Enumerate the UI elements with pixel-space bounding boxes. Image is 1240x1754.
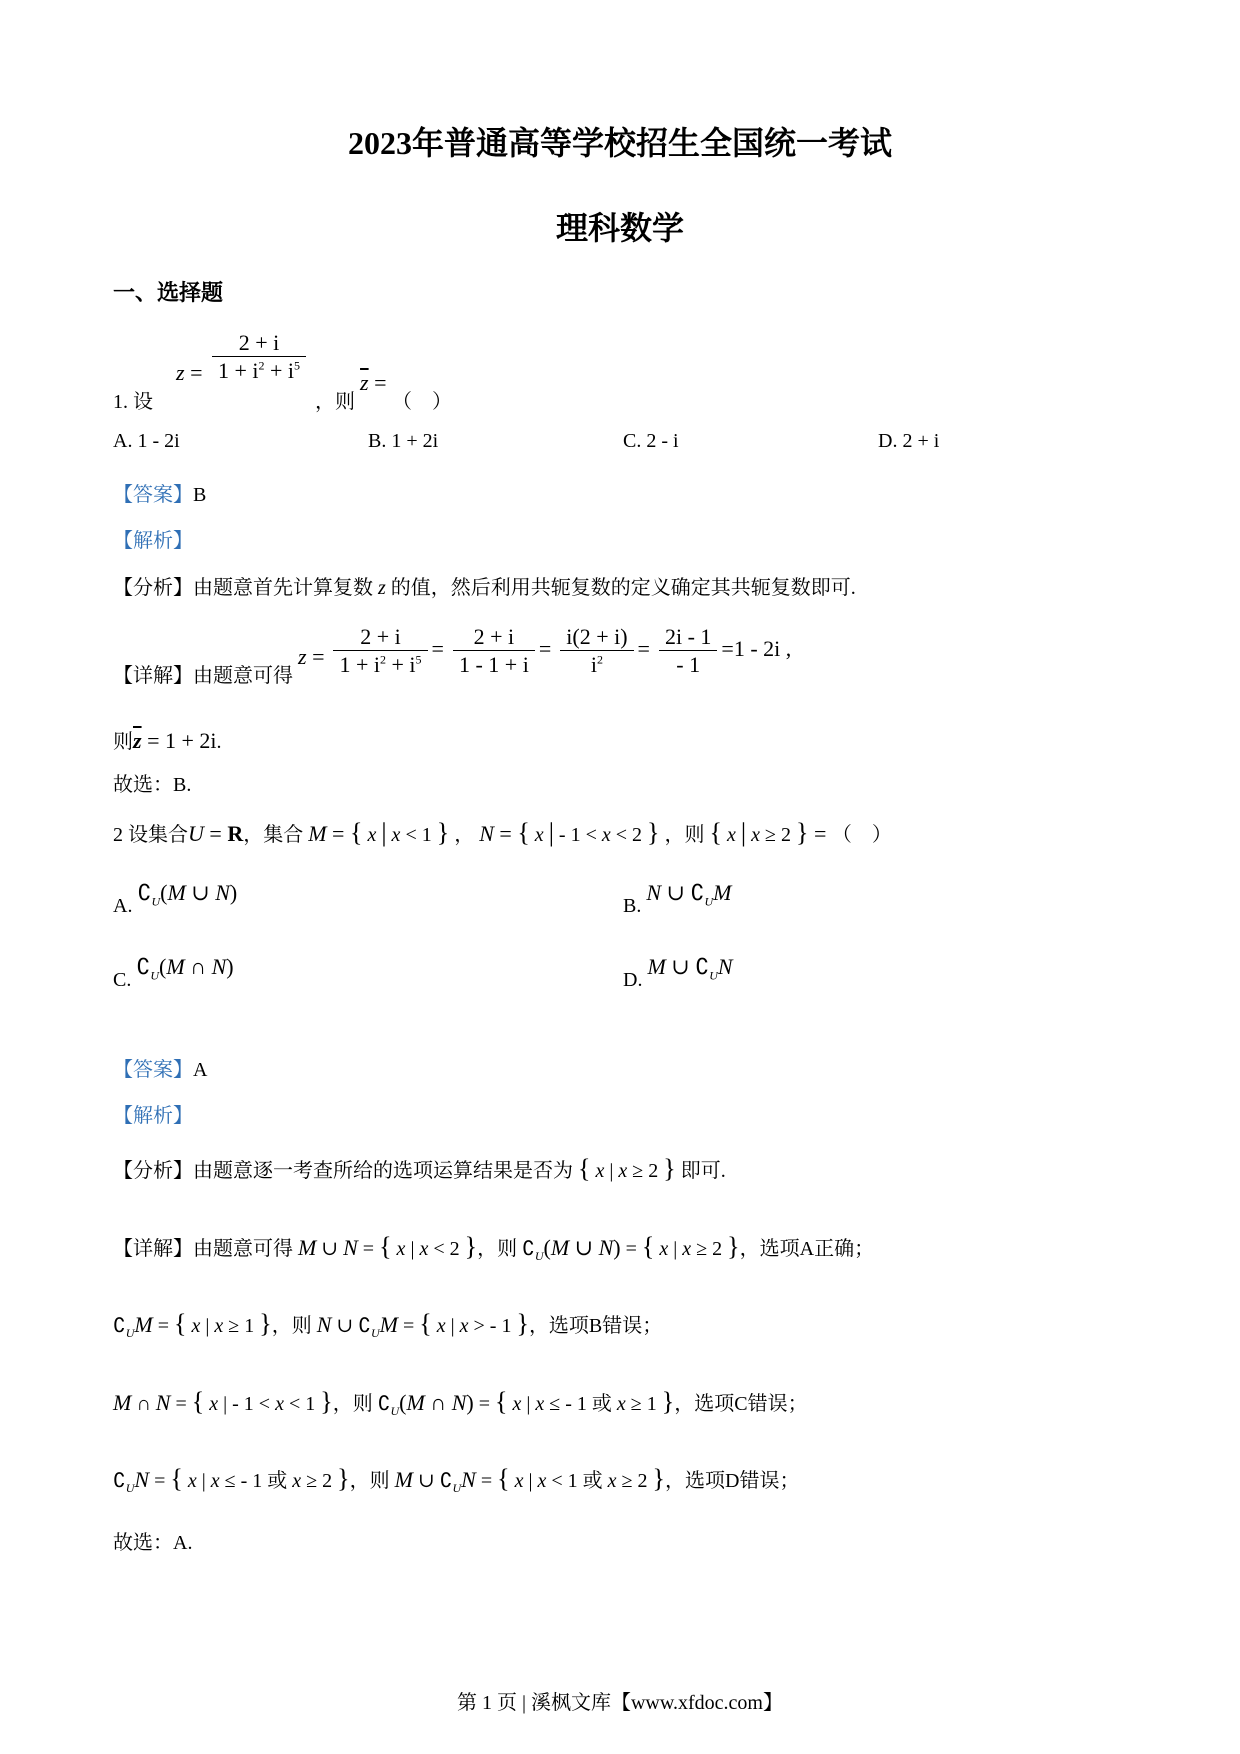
q1-solution: 【详解】由题意可得 z = $\frac{2 + i}{1 + i^2 + i^5}$ = $\frac{2 + i}{1 - 1 + i}$ = $\frac{i(2 + i)}{i^2}$ = $\frac{2i - 1}{- 1}$ =1 - 2i , bbox=[113, 624, 792, 688]
q2-solution-b: $∁_UM$ = { x | x ≥ 1 }，则 N ∪ $∁_UM$ = { x | x > - 1 }，选项B错误； bbox=[113, 1309, 663, 1340]
q1-choice: 故选：B. bbox=[113, 774, 192, 796]
q2-answer: 【答案】A bbox=[113, 1059, 208, 1081]
q1-option-c: C. 2 - i bbox=[623, 430, 679, 452]
q2-solution-c: M ∩ N = { x | - 1 < x < 1 }，则 $∁_U(M$ ∩ N) = { x | x ≤ - 1 或 x ≥ 1 }，选项C错误； bbox=[113, 1387, 808, 1418]
q1-analysis-heading: 【解析】 bbox=[113, 530, 193, 552]
q1-analysis: 【分析】由题意首先计算复数 z 的值，然后利用共轭复数的定义确定其共轭复数即可. bbox=[113, 577, 856, 599]
q2-option-c: C. $∁_U(M$ ∩ N) bbox=[113, 954, 234, 991]
q2-analysis-heading: 【解析】 bbox=[113, 1105, 193, 1127]
q1-option-a: A. 1 - 2i bbox=[113, 430, 180, 452]
q1-result: 则$\overline{z} = 1 + 2i$. bbox=[113, 728, 222, 753]
page-footer: 第 1 页 | 溪枫文库【www.xfdoc.com】 bbox=[456, 1692, 783, 1714]
q2-option-d: D. M ∪ $∁_UN$ bbox=[623, 954, 733, 991]
exam-title: 2023年普通高等学校招生全国统一考试 bbox=[347, 125, 892, 161]
q1-answer: 【答案】B bbox=[113, 484, 207, 506]
question-2-stem: 2 设集合U = R，集合 M = { x | x < 1 } ， N = { x | - 1 < x < 2 } ，则 { x | x ≥ 2 } = （ ） bbox=[113, 818, 892, 847]
q2-analysis: 【分析】由题意逐一考查所给的选项运算结果是否为 { x | x ≥ 2 } 即可. bbox=[113, 1154, 726, 1183]
exam-subtitle: 理科数学 bbox=[555, 210, 684, 246]
section-heading: 一、选择题 bbox=[113, 280, 224, 305]
q1-option-d: D. 2 + i bbox=[878, 430, 940, 452]
q1-option-b: B. 1 + 2i bbox=[368, 430, 439, 452]
question-1-stem: 1. 设 z = $\frac{2 + i}{1 + i^2 + i^5}$ ，则 $\overline{z}$ = （ ） bbox=[113, 330, 453, 414]
q1-fraction: $\frac{2 + i}{1 + i^2 + i^5}$ bbox=[212, 330, 306, 385]
q2-option-a: A. $∁_U(M$ ∪ N) bbox=[113, 880, 238, 917]
q2-solution-d: $∁_UN$ = { x | x ≤ - 1 或 x ≥ 2 }，则 M ∪ $∁_UN$ = { x | x < 1 或 x ≥ 2 }，选项D错误； bbox=[113, 1464, 800, 1495]
q2-solution-a: 【详解】由题意可得 M ∪ N = { x | x < 2 }，则 $∁_U(M$ ∪ N) = { x | x ≥ 2 }，选项A正确； bbox=[113, 1232, 875, 1263]
q2-option-b: B. N ∪ $∁_UM$ bbox=[623, 880, 732, 917]
q2-choice: 故选：A. bbox=[113, 1532, 193, 1554]
